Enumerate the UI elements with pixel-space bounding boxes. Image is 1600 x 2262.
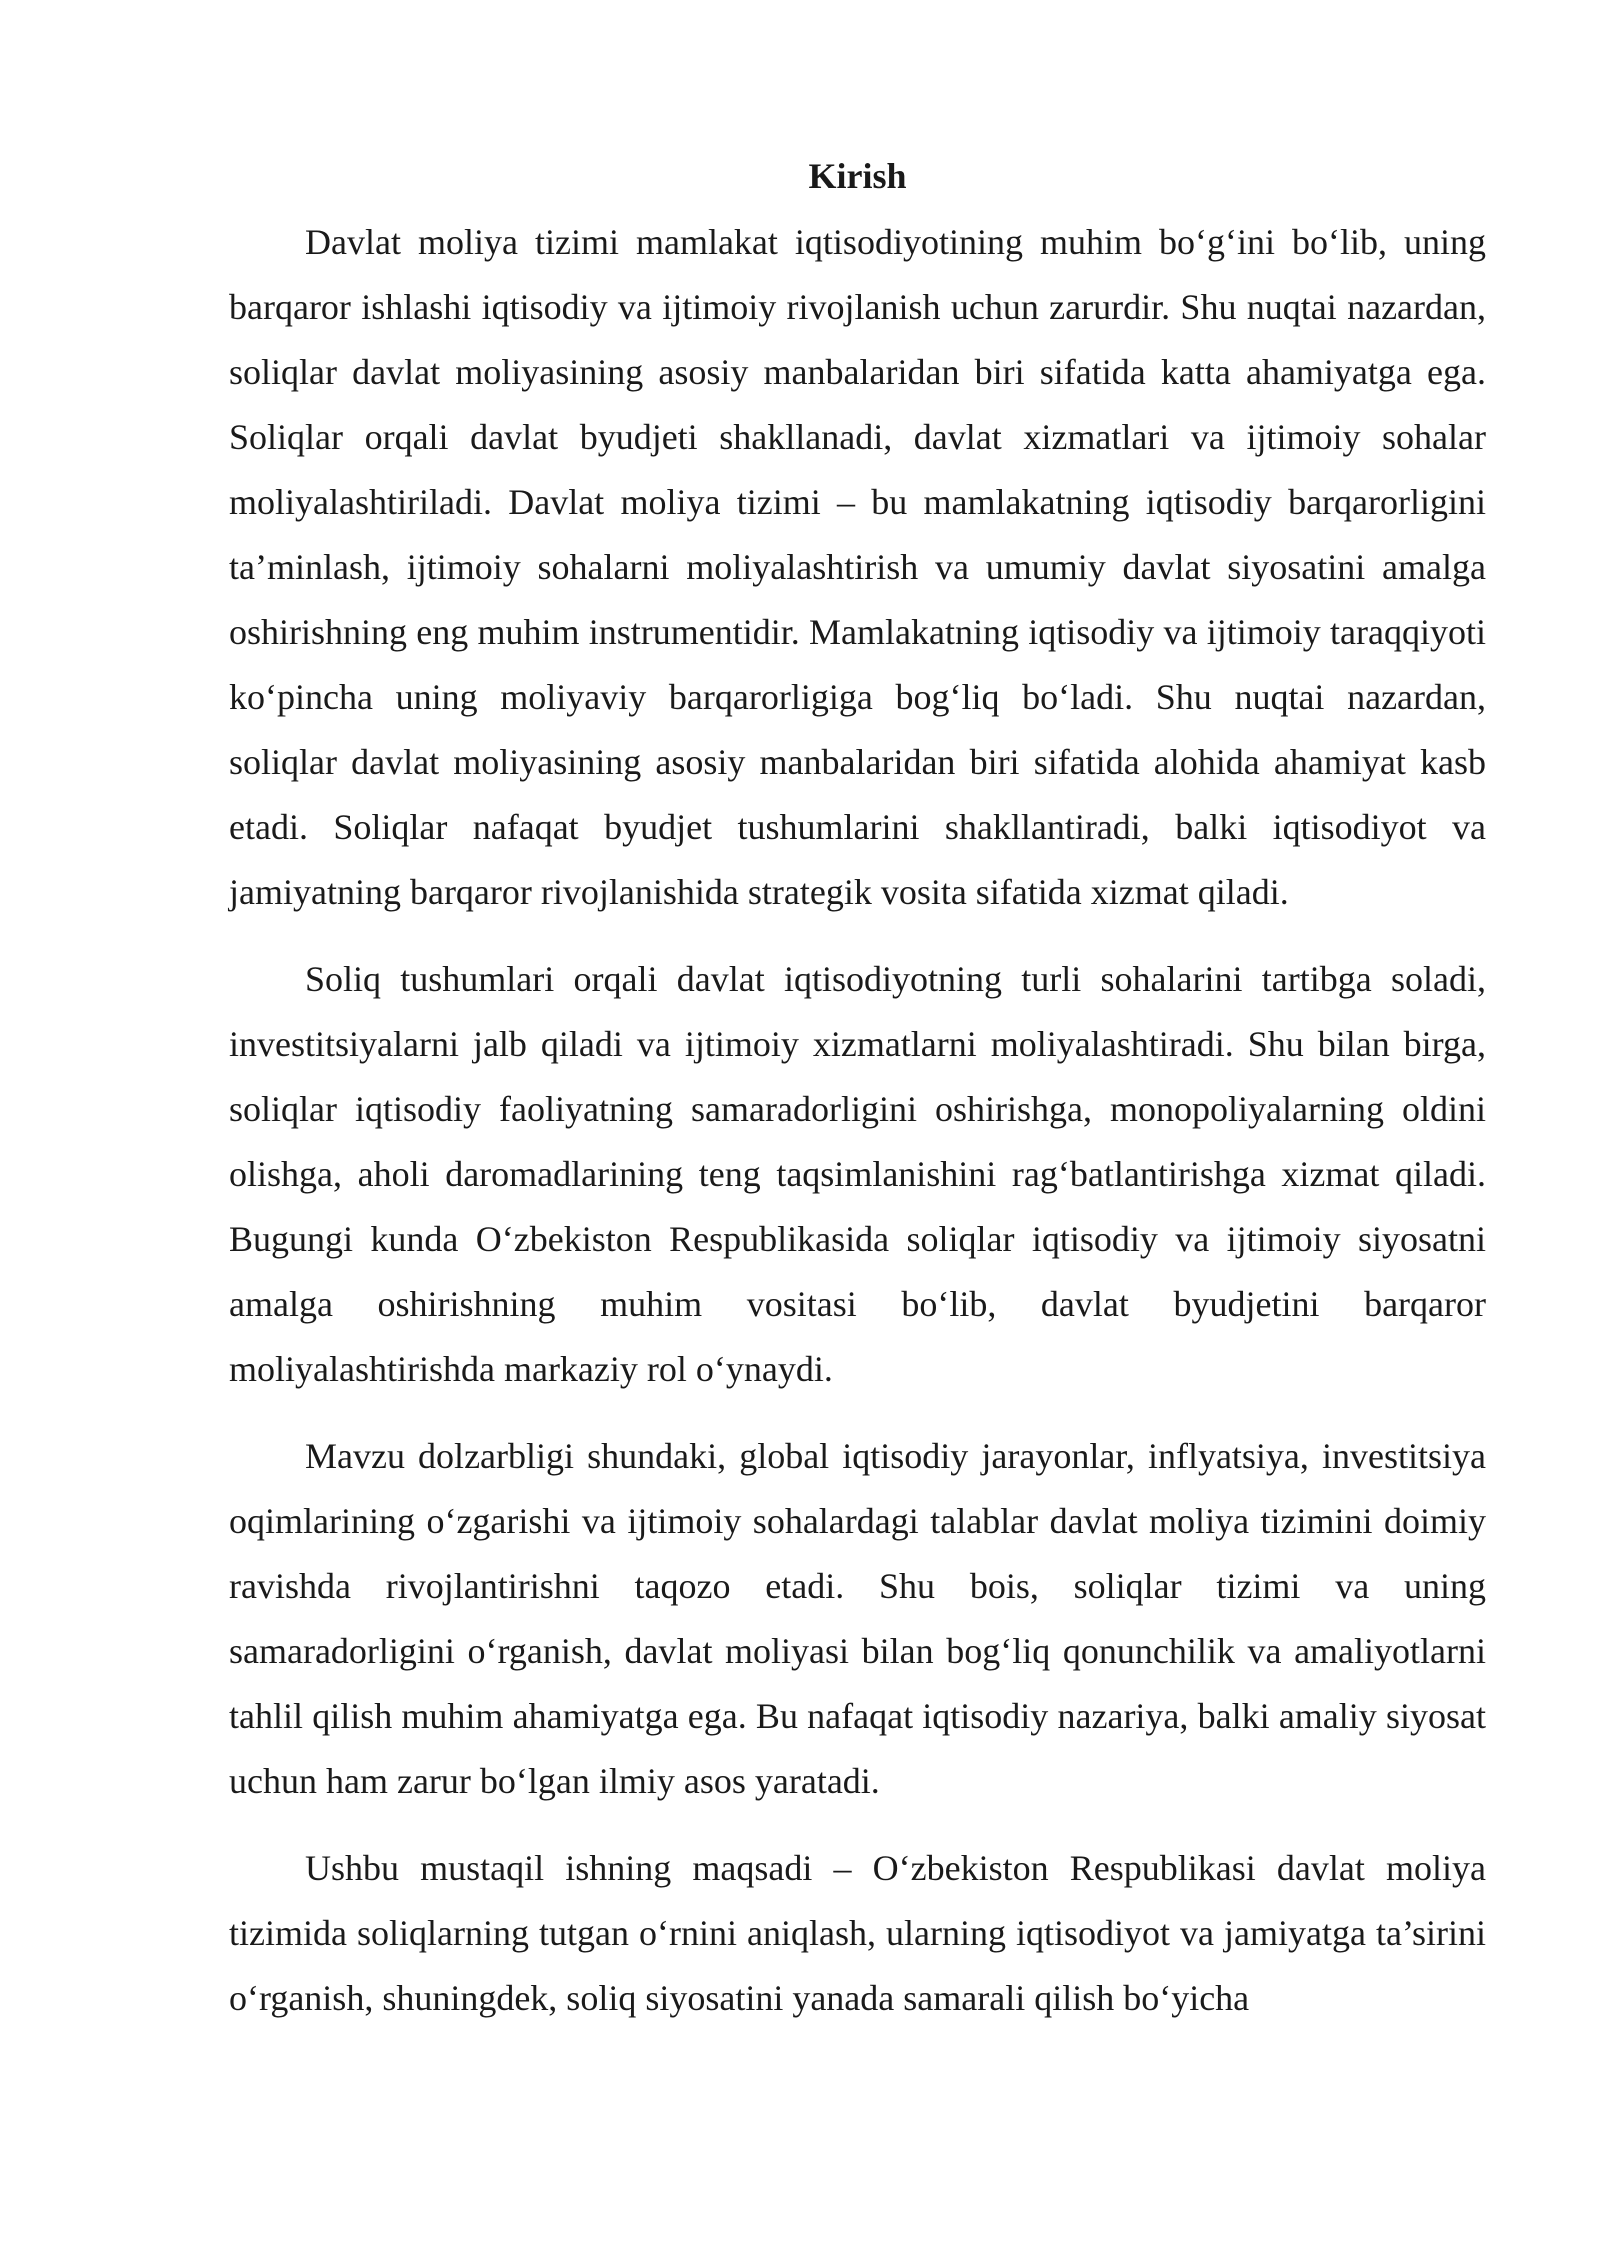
paragraph-4: Ushbu mustaqil ishning maqsadi – O‘zbekiston Respublikasi davlat moliya tizimida soliqlarning tutgan o‘rnini aniqlash, ularning iqtisodiyot va jamiyatga ta’sirini o‘rganish, shuningdek, soliq siyosatini yanada samarali qilish bo‘yicha <box>229 1848 1486 2018</box>
page-content <box>229 146 1486 2031</box>
paragraph-3: Mavzu dolzarbligi shundaki, global iqtisodiy jarayonlar, inflyatsiya, investitsiya oqimlarining o‘zgarishi va ijtimoiy sohalardagi talablar davlat moliya tizimini doimiy ravishda rivojlantirishni taqozo etadi. Shu bois, soliqlar tizimi va uning samaradorligini o‘rganish, davlat moliyasi bilan bog‘liq qonunchilik va amaliyotlarni tahlil qilish muhim ahamiyatga ega. Bu nafaqat iqtisodiy nazariya, balki amaliy siyosat uchun ham zarur bo‘lgan ilmiy asos yaratadi. <box>229 1436 1486 1801</box>
paragraph-1: Davlat moliya tizimi mamlakat iqtisodiyotining muhim bo‘g‘ini bo‘lib, uning barqaror ishlashi iqtisodiy va ijtimoiy rivojlanish uchun zarurdir. Shu nuqtai nazardan, soliqlar davlat moliyasining asosiy manbalaridan biri sifatida katta ahamiyatga ega. Soliqlar orqali davlat byudjeti shakllanadi, davlat xizmatlari va ijtimoiy sohalar moliyalashtiriladi. Davlat moliya tizimi – bu mamlakatning iqtisodiy barqarorligini ta’minlash, ijtimoiy sohalarni moliyalashtirish va umumiy davlat siyosatini amalga oshirishning eng muhim instrumentidir. Mamlakatning iqtisodiy va ijtimoiy taraqqiyoti ko‘pincha uning moliyaviy barqarorligiga bog‘liq bo‘ladi. Shu nuqtai nazardan, soliqlar davlat moliyasining asosiy manbalaridan biri sifatida alohida ahamiyat kasb etadi. Soliqlar nafaqat byudjet tushumlarini shakllantiradi, balki iqtisodiyot va jamiyatning barqaror rivojlanishida strategik vosita sifatida xizmat qiladi. <box>229 222 1486 912</box>
paragraph-2: Soliq tushumlari orqali davlat iqtisodiyotning turli sohalarini tartibga soladi, investitsiyalarni jalb qiladi va ijtimoiy xizmatlarni moliyalashtiradi. Shu bilan birga, soliqlar iqtisodiy faoliyatning samaradorligini oshirishga, monopoliyalarning oldini olishga, aholi daromadlarining teng taqsimlanishini rag‘batlantirishga xizmat qiladi. Bugungi kunda O‘zbekiston Respublikasida soliqlar iqtisodiy va ijtimoiy siyosatni amalga oshirishning muhim vositasi bo‘lib, davlat byudjetini barqaror moliyalashtirishda markaziy rol o‘ynaydi. <box>229 959 1486 1389</box>
page-title: Kirish <box>808 156 907 196</box>
